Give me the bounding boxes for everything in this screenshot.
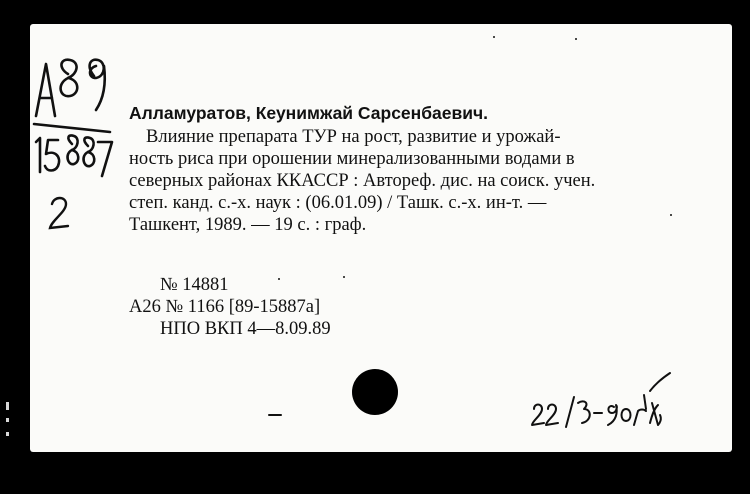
description-line-1: Влияние препарата ТУР на рост, развитие и урожай- xyxy=(146,127,561,147)
description-line-3: северных районах ККАССР : Автореф. дис. на соиск. учен. xyxy=(129,171,596,191)
scan-speck xyxy=(493,36,495,38)
scan-edge-mark xyxy=(6,402,9,410)
handwritten-date-note xyxy=(528,369,678,431)
catalog-number: № 14881 xyxy=(160,275,229,295)
publisher-date: НПО ВКП 4—8.09.89 xyxy=(160,319,331,339)
author-name: Алламуратов, Кеунимжай Сарсенбаевич. xyxy=(129,103,489,123)
scan-edge-mark xyxy=(6,418,9,422)
description-line-2: ность риса при орошении минерализованными водами в xyxy=(129,149,575,169)
scan-speck xyxy=(343,276,345,278)
handwritten-copy-number xyxy=(46,194,82,234)
catalog-card xyxy=(30,24,732,452)
scan-speck xyxy=(670,214,672,216)
registration-number: А26 № 1166 [89-15887а] xyxy=(129,297,321,317)
description-line-4: степ. канд. с.-х. наук : (06.01.09) / Ташк. с.-х. ин-т. — xyxy=(129,193,547,213)
scan-speck xyxy=(278,278,280,280)
description-line-5: Ташкент, 1989. — 19 с. : граф. xyxy=(129,215,367,235)
scan-speck xyxy=(575,38,577,40)
scan-edge-mark xyxy=(6,432,9,436)
scan-speck xyxy=(268,414,282,416)
punch-hole xyxy=(352,369,398,415)
